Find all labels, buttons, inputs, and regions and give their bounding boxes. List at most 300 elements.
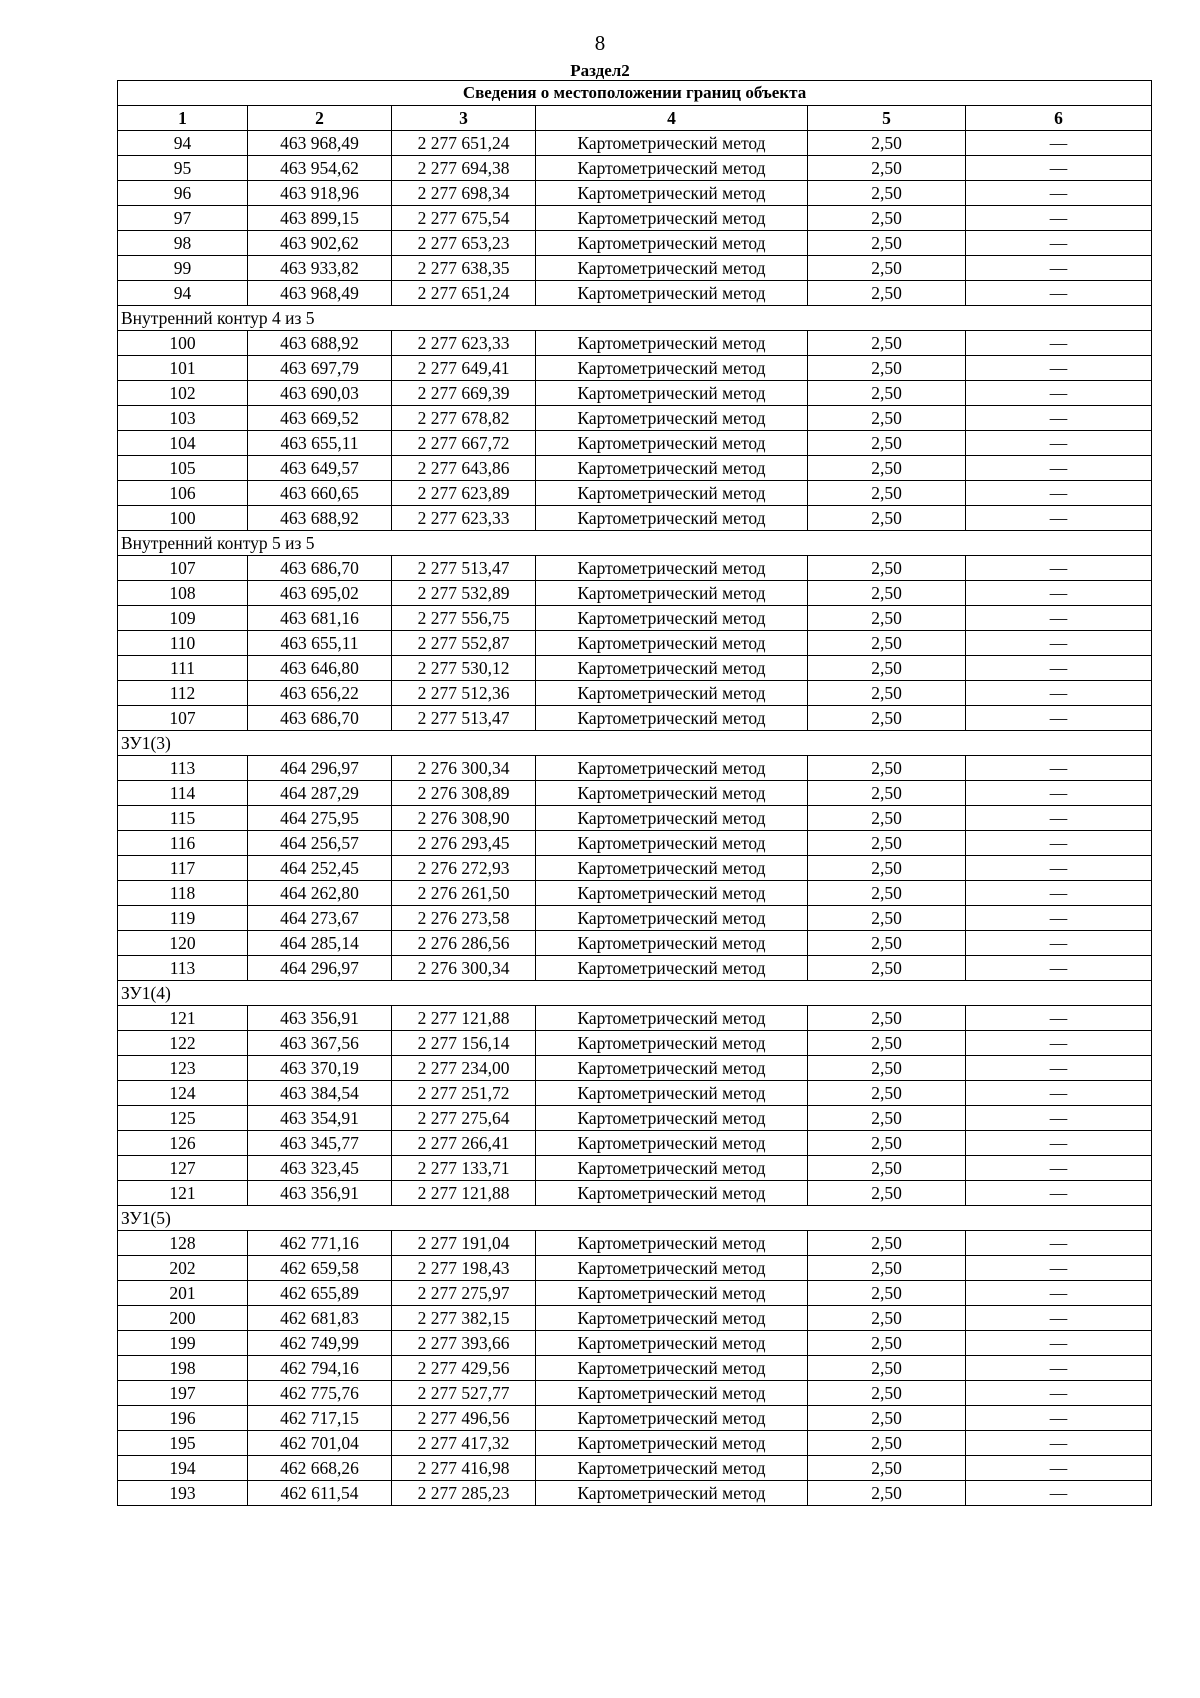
table-body	[118, 131, 1152, 1506]
method-cell: Картометрический метод	[536, 1406, 808, 1431]
point-number-cell: 121	[118, 1006, 248, 1031]
point-number-cell: 99	[118, 256, 248, 281]
y-coordinate-cell: 2 277 623,33	[392, 331, 536, 356]
description-cell: —	[966, 381, 1152, 406]
table-row	[118, 1231, 1152, 1256]
description-cell: —	[966, 1106, 1152, 1131]
x-coordinate-cell: 462 611,54	[248, 1481, 392, 1506]
method-cell: Картометрический метод	[536, 581, 808, 606]
accuracy-cell: 2,50	[808, 781, 966, 806]
point-number-cell: 195	[118, 1431, 248, 1456]
method-cell: Картометрический метод	[536, 706, 808, 731]
accuracy-cell: 2,50	[808, 856, 966, 881]
accuracy-cell: 2,50	[808, 906, 966, 931]
x-coordinate-cell: 463 695,02	[248, 581, 392, 606]
x-coordinate-cell: 462 655,89	[248, 1281, 392, 1306]
x-coordinate-cell: 464 256,57	[248, 831, 392, 856]
point-number-cell: 117	[118, 856, 248, 881]
column-header: 6	[966, 106, 1152, 131]
method-cell: Картометрический метод	[536, 356, 808, 381]
method-cell: Картометрический метод	[536, 956, 808, 981]
description-cell: —	[966, 331, 1152, 356]
y-coordinate-cell: 2 277 649,41	[392, 356, 536, 381]
y-coordinate-cell: 2 277 552,87	[392, 631, 536, 656]
point-number-cell: 123	[118, 1056, 248, 1081]
method-cell: Картометрический метод	[536, 1356, 808, 1381]
section-title: Раздел2	[570, 61, 630, 80]
method-cell: Картометрический метод	[536, 506, 808, 531]
contour-group-row	[118, 981, 1152, 1006]
point-number-cell: 200	[118, 1306, 248, 1331]
description-cell: —	[966, 506, 1152, 531]
accuracy-cell: 2,50	[808, 1056, 966, 1081]
table-row	[118, 1056, 1152, 1081]
table-row	[118, 1356, 1152, 1381]
contour-group-label: Внутренний контур 4 из 5	[118, 306, 1152, 331]
column-header: 5	[808, 106, 966, 131]
table-row	[118, 356, 1152, 381]
point-number-cell: 116	[118, 831, 248, 856]
table-row	[118, 431, 1152, 456]
accuracy-cell: 2,50	[808, 1131, 966, 1156]
point-number-cell: 115	[118, 806, 248, 831]
table-row	[118, 931, 1152, 956]
table-row	[118, 1006, 1152, 1031]
y-coordinate-cell: 2 277 133,71	[392, 1156, 536, 1181]
table-row	[118, 1131, 1152, 1156]
y-coordinate-cell: 2 277 667,72	[392, 431, 536, 456]
description-cell: —	[966, 1256, 1152, 1281]
table-row	[118, 756, 1152, 781]
accuracy-cell: 2,50	[808, 1181, 966, 1206]
point-number-cell: 201	[118, 1281, 248, 1306]
contour-group-row	[118, 1206, 1152, 1231]
x-coordinate-cell: 464 262,80	[248, 881, 392, 906]
table-row	[118, 381, 1152, 406]
y-coordinate-cell: 2 277 234,00	[392, 1056, 536, 1081]
table-row	[118, 181, 1152, 206]
method-cell: Картометрический метод	[536, 831, 808, 856]
x-coordinate-cell: 463 688,92	[248, 331, 392, 356]
description-cell: —	[966, 1031, 1152, 1056]
method-cell: Картометрический метод	[536, 1131, 808, 1156]
point-number-cell: 100	[118, 331, 248, 356]
accuracy-cell: 2,50	[808, 256, 966, 281]
y-coordinate-cell: 2 277 156,14	[392, 1031, 536, 1056]
description-cell: —	[966, 156, 1152, 181]
x-coordinate-cell: 463 933,82	[248, 256, 392, 281]
table-row	[118, 831, 1152, 856]
accuracy-cell: 2,50	[808, 406, 966, 431]
description-cell: —	[966, 206, 1152, 231]
accuracy-cell: 2,50	[808, 806, 966, 831]
x-coordinate-cell: 462 771,16	[248, 1231, 392, 1256]
x-coordinate-cell: 463 356,91	[248, 1006, 392, 1031]
method-cell: Картометрический метод	[536, 1431, 808, 1456]
accuracy-cell: 2,50	[808, 1156, 966, 1181]
table-row	[118, 856, 1152, 881]
accuracy-cell: 2,50	[808, 1081, 966, 1106]
point-number-cell: 100	[118, 506, 248, 531]
table-row	[118, 281, 1152, 306]
point-number-cell: 105	[118, 456, 248, 481]
table-row	[118, 1406, 1152, 1431]
table-caption-row	[118, 81, 1152, 106]
table-row	[118, 1281, 1152, 1306]
point-number-cell: 113	[118, 756, 248, 781]
x-coordinate-cell: 462 681,83	[248, 1306, 392, 1331]
y-coordinate-cell: 2 277 275,64	[392, 1106, 536, 1131]
x-coordinate-cell: 463 690,03	[248, 381, 392, 406]
point-number-cell: 114	[118, 781, 248, 806]
description-cell: —	[966, 1281, 1152, 1306]
description-cell: —	[966, 656, 1152, 681]
y-coordinate-cell: 2 277 417,32	[392, 1431, 536, 1456]
accuracy-cell: 2,50	[808, 1006, 966, 1031]
table-row	[118, 1256, 1152, 1281]
point-number-cell: 124	[118, 1081, 248, 1106]
accuracy-cell: 2,50	[808, 181, 966, 206]
point-number-cell: 196	[118, 1406, 248, 1431]
accuracy-cell: 2,50	[808, 481, 966, 506]
description-cell: —	[966, 456, 1152, 481]
description-cell: —	[966, 1081, 1152, 1106]
column-header: 4	[536, 106, 808, 131]
accuracy-cell: 2,50	[808, 156, 966, 181]
point-number-cell: 122	[118, 1031, 248, 1056]
table-row	[118, 1306, 1152, 1331]
description-cell: —	[966, 231, 1152, 256]
y-coordinate-cell: 2 277 496,56	[392, 1406, 536, 1431]
point-number-cell: 94	[118, 281, 248, 306]
x-coordinate-cell: 463 902,62	[248, 231, 392, 256]
description-cell: —	[966, 1331, 1152, 1356]
x-coordinate-cell: 463 686,70	[248, 706, 392, 731]
point-number-cell: 202	[118, 1256, 248, 1281]
table-row	[118, 331, 1152, 356]
method-cell: Картометрический метод	[536, 606, 808, 631]
accuracy-cell: 2,50	[808, 581, 966, 606]
description-cell: —	[966, 1181, 1152, 1206]
accuracy-cell: 2,50	[808, 1331, 966, 1356]
method-cell: Картометрический метод	[536, 631, 808, 656]
y-coordinate-cell: 2 277 191,04	[392, 1231, 536, 1256]
accuracy-cell: 2,50	[808, 931, 966, 956]
accuracy-cell: 2,50	[808, 706, 966, 731]
method-cell: Картометрический метод	[536, 931, 808, 956]
y-coordinate-cell: 2 277 121,88	[392, 1181, 536, 1206]
table-row	[118, 781, 1152, 806]
accuracy-cell: 2,50	[808, 756, 966, 781]
x-coordinate-cell: 463 660,65	[248, 481, 392, 506]
point-number-cell: 104	[118, 431, 248, 456]
x-coordinate-cell: 463 370,19	[248, 1056, 392, 1081]
table-row	[118, 256, 1152, 281]
contour-group-label: Внутренний контур 5 из 5	[118, 531, 1152, 556]
point-number-cell: 111	[118, 656, 248, 681]
y-coordinate-cell: 2 277 382,15	[392, 1306, 536, 1331]
method-cell: Картометрический метод	[536, 1331, 808, 1356]
description-cell: —	[966, 1481, 1152, 1506]
x-coordinate-cell: 463 954,62	[248, 156, 392, 181]
accuracy-cell: 2,50	[808, 456, 966, 481]
table-row	[118, 806, 1152, 831]
y-coordinate-cell: 2 277 698,34	[392, 181, 536, 206]
description-cell: —	[966, 131, 1152, 156]
accuracy-cell: 2,50	[808, 231, 966, 256]
x-coordinate-cell: 464 296,97	[248, 756, 392, 781]
x-coordinate-cell: 464 252,45	[248, 856, 392, 881]
y-coordinate-cell: 2 277 651,24	[392, 281, 536, 306]
table-row	[118, 1156, 1152, 1181]
table-row	[118, 956, 1152, 981]
y-coordinate-cell: 2 276 300,34	[392, 756, 536, 781]
method-cell: Картометрический метод	[536, 1156, 808, 1181]
x-coordinate-cell: 463 686,70	[248, 556, 392, 581]
point-number-cell: 109	[118, 606, 248, 631]
x-coordinate-cell: 464 273,67	[248, 906, 392, 931]
point-number-cell: 126	[118, 1131, 248, 1156]
description-cell: —	[966, 1456, 1152, 1481]
method-cell: Картометрический метод	[536, 1381, 808, 1406]
method-cell: Картометрический метод	[536, 1106, 808, 1131]
y-coordinate-cell: 2 277 638,35	[392, 256, 536, 281]
description-cell: —	[966, 831, 1152, 856]
x-coordinate-cell: 462 717,15	[248, 1406, 392, 1431]
accuracy-cell: 2,50	[808, 281, 966, 306]
accuracy-cell: 2,50	[808, 1381, 966, 1406]
point-number-cell: 94	[118, 131, 248, 156]
y-coordinate-cell: 2 277 556,75	[392, 606, 536, 631]
description-cell: —	[966, 1131, 1152, 1156]
table-row	[118, 881, 1152, 906]
x-coordinate-cell: 463 649,57	[248, 456, 392, 481]
x-coordinate-cell: 463 968,49	[248, 281, 392, 306]
x-coordinate-cell: 464 275,95	[248, 806, 392, 831]
accuracy-cell: 2,50	[808, 431, 966, 456]
y-coordinate-cell: 2 277 694,38	[392, 156, 536, 181]
y-coordinate-cell: 2 276 261,50	[392, 881, 536, 906]
accuracy-cell: 2,50	[808, 1256, 966, 1281]
accuracy-cell: 2,50	[808, 831, 966, 856]
description-cell: —	[966, 706, 1152, 731]
y-coordinate-cell: 2 277 623,89	[392, 481, 536, 506]
table-row	[118, 681, 1152, 706]
table-row	[118, 581, 1152, 606]
table-row	[118, 1431, 1152, 1456]
method-cell: Картометрический метод	[536, 556, 808, 581]
x-coordinate-cell: 463 354,91	[248, 1106, 392, 1131]
contour-group-label: ЗУ1(4)	[118, 981, 1152, 1006]
table-row	[118, 1381, 1152, 1406]
x-coordinate-cell: 463 697,79	[248, 356, 392, 381]
table-header-row	[118, 106, 1152, 131]
method-cell: Картометрический метод	[536, 881, 808, 906]
point-number-cell: 97	[118, 206, 248, 231]
accuracy-cell: 2,50	[808, 1406, 966, 1431]
page-number: 8	[594, 31, 606, 55]
table-row	[118, 231, 1152, 256]
table-row	[118, 206, 1152, 231]
y-coordinate-cell: 2 276 308,90	[392, 806, 536, 831]
point-number-cell: 193	[118, 1481, 248, 1506]
x-coordinate-cell: 462 668,26	[248, 1456, 392, 1481]
method-cell: Картометрический метод	[536, 331, 808, 356]
x-coordinate-cell: 463 918,96	[248, 181, 392, 206]
point-number-cell: 128	[118, 1231, 248, 1256]
accuracy-cell: 2,50	[808, 1431, 966, 1456]
y-coordinate-cell: 2 277 513,47	[392, 706, 536, 731]
method-cell: Картометрический метод	[536, 781, 808, 806]
description-cell: —	[966, 481, 1152, 506]
y-coordinate-cell: 2 277 251,72	[392, 1081, 536, 1106]
description-cell: —	[966, 906, 1152, 931]
x-coordinate-cell: 462 794,16	[248, 1356, 392, 1381]
description-cell: —	[966, 781, 1152, 806]
point-number-cell: 112	[118, 681, 248, 706]
accuracy-cell: 2,50	[808, 956, 966, 981]
description-cell: —	[966, 1056, 1152, 1081]
description-cell: —	[966, 1231, 1152, 1256]
accuracy-cell: 2,50	[808, 1106, 966, 1131]
x-coordinate-cell: 462 749,99	[248, 1331, 392, 1356]
table-row	[118, 656, 1152, 681]
table-row	[118, 481, 1152, 506]
column-header: 3	[392, 106, 536, 131]
x-coordinate-cell: 463 345,77	[248, 1131, 392, 1156]
description-cell: —	[966, 856, 1152, 881]
description-cell: —	[966, 556, 1152, 581]
point-number-cell: 118	[118, 881, 248, 906]
point-number-cell: 197	[118, 1381, 248, 1406]
description-cell: —	[966, 1156, 1152, 1181]
contour-group-row	[118, 531, 1152, 556]
point-number-cell: 113	[118, 956, 248, 981]
y-coordinate-cell: 2 277 643,86	[392, 456, 536, 481]
method-cell: Картометрический метод	[536, 906, 808, 931]
accuracy-cell: 2,50	[808, 556, 966, 581]
method-cell: Картометрический метод	[536, 1231, 808, 1256]
point-number-cell: 108	[118, 581, 248, 606]
y-coordinate-cell: 2 277 513,47	[392, 556, 536, 581]
y-coordinate-cell: 2 276 273,58	[392, 906, 536, 931]
table-row	[118, 606, 1152, 631]
y-coordinate-cell: 2 277 532,89	[392, 581, 536, 606]
point-number-cell: 194	[118, 1456, 248, 1481]
x-coordinate-cell: 464 296,97	[248, 956, 392, 981]
description-cell: —	[966, 281, 1152, 306]
description-cell: —	[966, 606, 1152, 631]
y-coordinate-cell: 2 277 623,33	[392, 506, 536, 531]
x-coordinate-cell: 463 655,11	[248, 431, 392, 456]
point-number-cell: 101	[118, 356, 248, 381]
table-row	[118, 506, 1152, 531]
accuracy-cell: 2,50	[808, 1031, 966, 1056]
method-cell: Картометрический метод	[536, 1281, 808, 1306]
y-coordinate-cell: 2 277 527,77	[392, 1381, 536, 1406]
y-coordinate-cell: 2 277 653,23	[392, 231, 536, 256]
point-number-cell: 121	[118, 1181, 248, 1206]
point-number-cell: 107	[118, 706, 248, 731]
accuracy-cell: 2,50	[808, 1231, 966, 1256]
description-cell: —	[966, 756, 1152, 781]
method-cell: Картометрический метод	[536, 1256, 808, 1281]
contour-group-row	[118, 306, 1152, 331]
table-row	[118, 556, 1152, 581]
method-cell: Картометрический метод	[536, 1481, 808, 1506]
accuracy-cell: 2,50	[808, 656, 966, 681]
table-row	[118, 706, 1152, 731]
description-cell: —	[966, 1306, 1152, 1331]
accuracy-cell: 2,50	[808, 1306, 966, 1331]
point-number-cell: 106	[118, 481, 248, 506]
method-cell: Картометрический метод	[536, 756, 808, 781]
accuracy-cell: 2,50	[808, 206, 966, 231]
y-coordinate-cell: 2 277 429,56	[392, 1356, 536, 1381]
method-cell: Картометрический метод	[536, 856, 808, 881]
method-cell: Картометрический метод	[536, 406, 808, 431]
description-cell: —	[966, 1356, 1152, 1381]
y-coordinate-cell: 2 277 393,66	[392, 1331, 536, 1356]
y-coordinate-cell: 2 276 308,89	[392, 781, 536, 806]
accuracy-cell: 2,50	[808, 1356, 966, 1381]
method-cell: Картометрический метод	[536, 206, 808, 231]
x-coordinate-cell: 463 656,22	[248, 681, 392, 706]
description-cell: —	[966, 1431, 1152, 1456]
description-cell: —	[966, 1006, 1152, 1031]
y-coordinate-cell: 2 276 300,34	[392, 956, 536, 981]
accuracy-cell: 2,50	[808, 881, 966, 906]
table-row	[118, 1456, 1152, 1481]
point-number-cell: 98	[118, 231, 248, 256]
description-cell: —	[966, 256, 1152, 281]
table-row	[118, 156, 1152, 181]
column-header: 1	[118, 106, 248, 131]
y-coordinate-cell: 2 276 293,45	[392, 831, 536, 856]
accuracy-cell: 2,50	[808, 356, 966, 381]
point-number-cell: 125	[118, 1106, 248, 1131]
method-cell: Картометрический метод	[536, 806, 808, 831]
description-cell: —	[966, 881, 1152, 906]
method-cell: Картометрический метод	[536, 656, 808, 681]
y-coordinate-cell: 2 277 678,82	[392, 406, 536, 431]
table-row	[118, 1106, 1152, 1131]
y-coordinate-cell: 2 277 530,12	[392, 656, 536, 681]
table-row	[118, 456, 1152, 481]
y-coordinate-cell: 2 276 272,93	[392, 856, 536, 881]
description-cell: —	[966, 181, 1152, 206]
table-row	[118, 131, 1152, 156]
table-row	[118, 1081, 1152, 1106]
description-cell: —	[966, 631, 1152, 656]
x-coordinate-cell: 463 356,91	[248, 1181, 392, 1206]
accuracy-cell: 2,50	[808, 131, 966, 156]
boundary-table	[117, 80, 1152, 1506]
x-coordinate-cell: 462 659,58	[248, 1256, 392, 1281]
point-number-cell: 103	[118, 406, 248, 431]
table-caption: Сведения о местоположении границ объекта	[118, 81, 1152, 106]
x-coordinate-cell: 463 899,15	[248, 206, 392, 231]
method-cell: Картометрический метод	[536, 256, 808, 281]
accuracy-cell: 2,50	[808, 631, 966, 656]
x-coordinate-cell: 463 323,45	[248, 1156, 392, 1181]
method-cell: Картометрический метод	[536, 681, 808, 706]
accuracy-cell: 2,50	[808, 1481, 966, 1506]
method-cell: Картометрический метод	[536, 131, 808, 156]
point-number-cell: 96	[118, 181, 248, 206]
point-number-cell: 119	[118, 906, 248, 931]
y-coordinate-cell: 2 277 285,23	[392, 1481, 536, 1506]
